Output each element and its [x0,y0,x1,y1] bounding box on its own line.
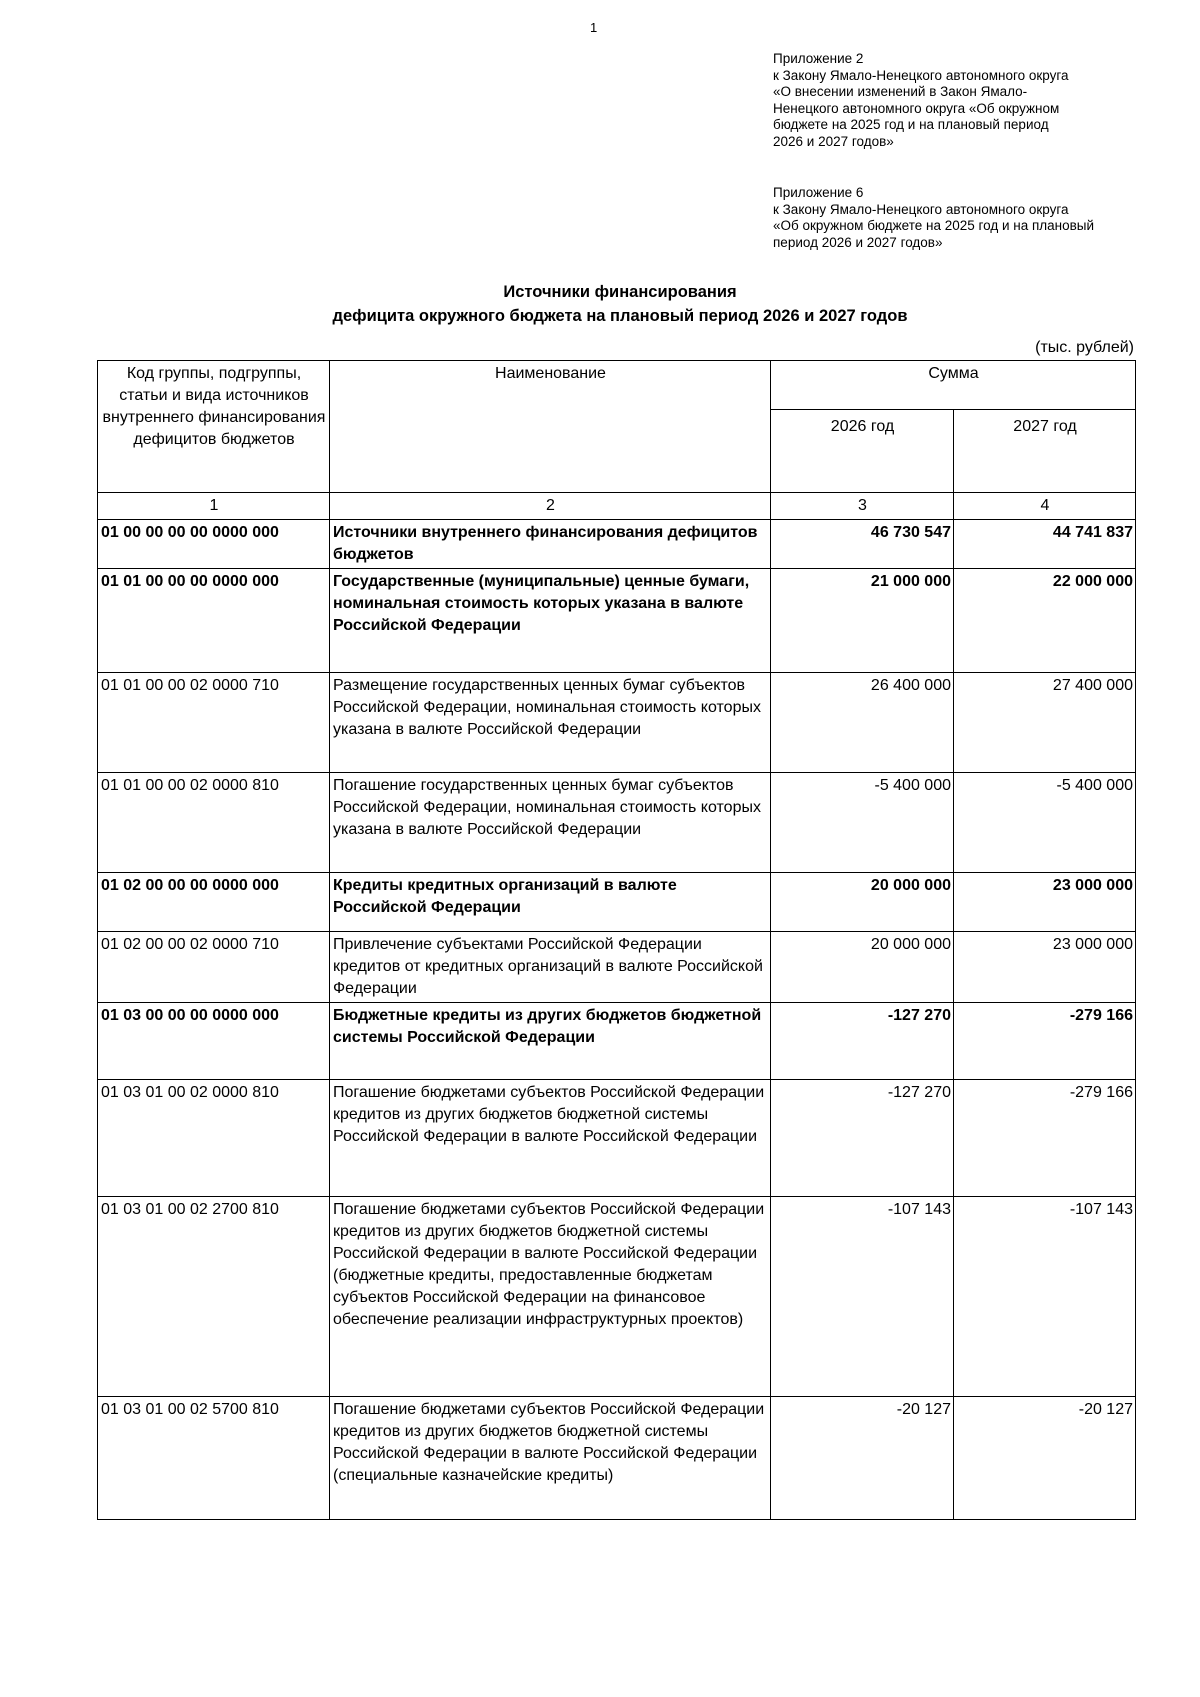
column-number: 2 [330,493,771,520]
page-number: 1 [590,20,598,35]
header-name: Наименование [330,361,771,493]
table-row [98,873,1136,932]
units-label: (тыс. рублей) [1035,339,1134,356]
financing-sources-table [97,360,1136,1520]
table-row [98,1197,1136,1397]
row-code: 01 02 00 00 00 0000 000 [98,873,330,932]
row-code: 01 03 01 00 02 5700 810 [98,1397,330,1520]
row-value-2026: 20 000 000 [771,873,954,932]
row-code: 01 01 00 00 00 0000 000 [98,569,330,673]
row-name: Погашение бюджетами субъектов Российской Федерации кредитов из других бюджетов бюджетной системы Российской Федерации в валюте Российской Федерации [330,1080,771,1197]
row-value-2026: -127 270 [771,1003,954,1080]
column-number: 1 [98,493,330,520]
appendix-6-line: Приложение 6 [773,185,864,200]
appendix-2-line: Ненецкого автономного округа «Об окружном [773,100,1060,116]
header-year-2026: 2026 год [771,410,954,493]
row-code: 01 03 00 00 00 0000 000 [98,1003,330,1080]
row-name: Кредиты кредитных организаций в валюте Российской Федерации [330,873,771,932]
row-value-2026: -127 270 [771,1080,954,1197]
header-code: Код группы, подгруппы, статьи и вида источников внутреннего финансирования дефицитов бюджетов [98,361,330,493]
appendix-2-line: Приложение 2 [773,51,864,66]
row-value-2027: 23 000 000 [954,932,1136,1003]
row-value-2027: 27 400 000 [954,673,1136,773]
table-row [98,1080,1136,1197]
row-value-2027: -5 400 000 [954,773,1136,873]
table-row [98,520,1136,569]
row-name: Привлечение субъектами Российской Федерации кредитов от кредитных организаций в валюте Российской Федерации [330,932,771,1003]
table-row [98,773,1136,873]
row-value-2027: 44 741 837 [954,520,1136,569]
row-value-2027: -279 166 [954,1080,1136,1197]
table-row [98,569,1136,673]
document-title [0,280,1200,328]
row-code: 01 02 00 00 02 0000 710 [98,932,330,1003]
row-value-2027: 23 000 000 [954,873,1136,932]
row-code: 01 01 00 00 02 0000 810 [98,773,330,873]
appendix-6-line: «Об окружном бюджете на 2025 год и на плановый [773,218,1095,233]
row-code: 01 01 00 00 02 0000 710 [98,673,330,773]
row-value-2026: 46 730 547 [771,520,954,569]
row-value-2026: -107 143 [771,1197,954,1397]
header-sum: Сумма [771,361,1136,410]
row-value-2026: -20 127 [771,1397,954,1520]
row-name: Погашение бюджетами субъектов Российской Федерации кредитов из других бюджетов бюджетной системы Российской Федерации в валюте Российской Федерации (специальные казначейские кредиты) [330,1397,771,1520]
appendix-6-note [773,185,1143,251]
appendix-2-line: бюджете на 2025 год и на плановый период [773,117,1049,132]
row-value-2027: -20 127 [954,1397,1136,1520]
row-name: Государственные (муниципальные) ценные бумаги, номинальная стоимость которых указана в валюте Российской Федерации [330,569,771,673]
appendix-2-line: «О внесении изменений в Закон Ямало- [773,84,1028,99]
title-line-1: Источники финансирования [503,283,737,301]
appendix-6-line: период 2026 и 2027 годов» [773,234,943,250]
row-name: Погашение государственных ценных бумаг субъектов Российской Федерации, номинальная стоимость которых указана в валюте Российской Федерации [330,773,771,873]
row-value-2027: 22 000 000 [954,569,1136,673]
header-year-2027: 2027 год [954,410,1136,493]
row-code: 01 03 01 00 02 2700 810 [98,1197,330,1397]
row-value-2026: 26 400 000 [771,673,954,773]
appendix-2-note [773,51,1143,150]
column-number: 3 [771,493,954,520]
row-name: Источники внутреннего финансирования дефицитов бюджетов [330,520,771,569]
row-value-2026: 20 000 000 [771,932,954,1003]
row-value-2026: -5 400 000 [771,773,954,873]
table-row [98,1003,1136,1080]
row-code: 01 00 00 00 00 0000 000 [98,520,330,569]
column-number-row [98,493,1136,520]
row-code: 01 03 01 00 02 0000 810 [98,1080,330,1197]
appendix-2-line: 2026 и 2027 годов» [773,133,894,149]
row-name: Размещение государственных ценных бумаг субъектов Российской Федерации, номинальная стоимость которых указана в валюте Российской Федерации [330,673,771,773]
column-number: 4 [954,493,1136,520]
table-row [98,932,1136,1003]
title-line-2: дефицита окружного бюджета на плановый период 2026 и 2027 годов [332,307,908,325]
row-name: Погашение бюджетами субъектов Российской Федерации кредитов из других бюджетов бюджетной системы Российской Федерации в валюте Российской Федерации (бюджетные кредиты, предоставленные бюджетам субъектов Российской Федерации на финансовое обеспечение реализации инфраструктурных проектов) [330,1197,771,1397]
row-value-2027: -279 166 [954,1003,1136,1080]
row-name: Бюджетные кредиты из других бюджетов бюджетной системы Российской Федерации [330,1003,771,1080]
table-row [98,1397,1136,1520]
table-row [98,673,1136,773]
row-value-2027: -107 143 [954,1197,1136,1397]
row-value-2026: 21 000 000 [771,569,954,673]
appendix-6-line: к Закону Ямало-Ненецкого автономного округа [773,201,1069,217]
appendix-2-line: к Закону Ямало-Ненецкого автономного округа [773,67,1069,83]
